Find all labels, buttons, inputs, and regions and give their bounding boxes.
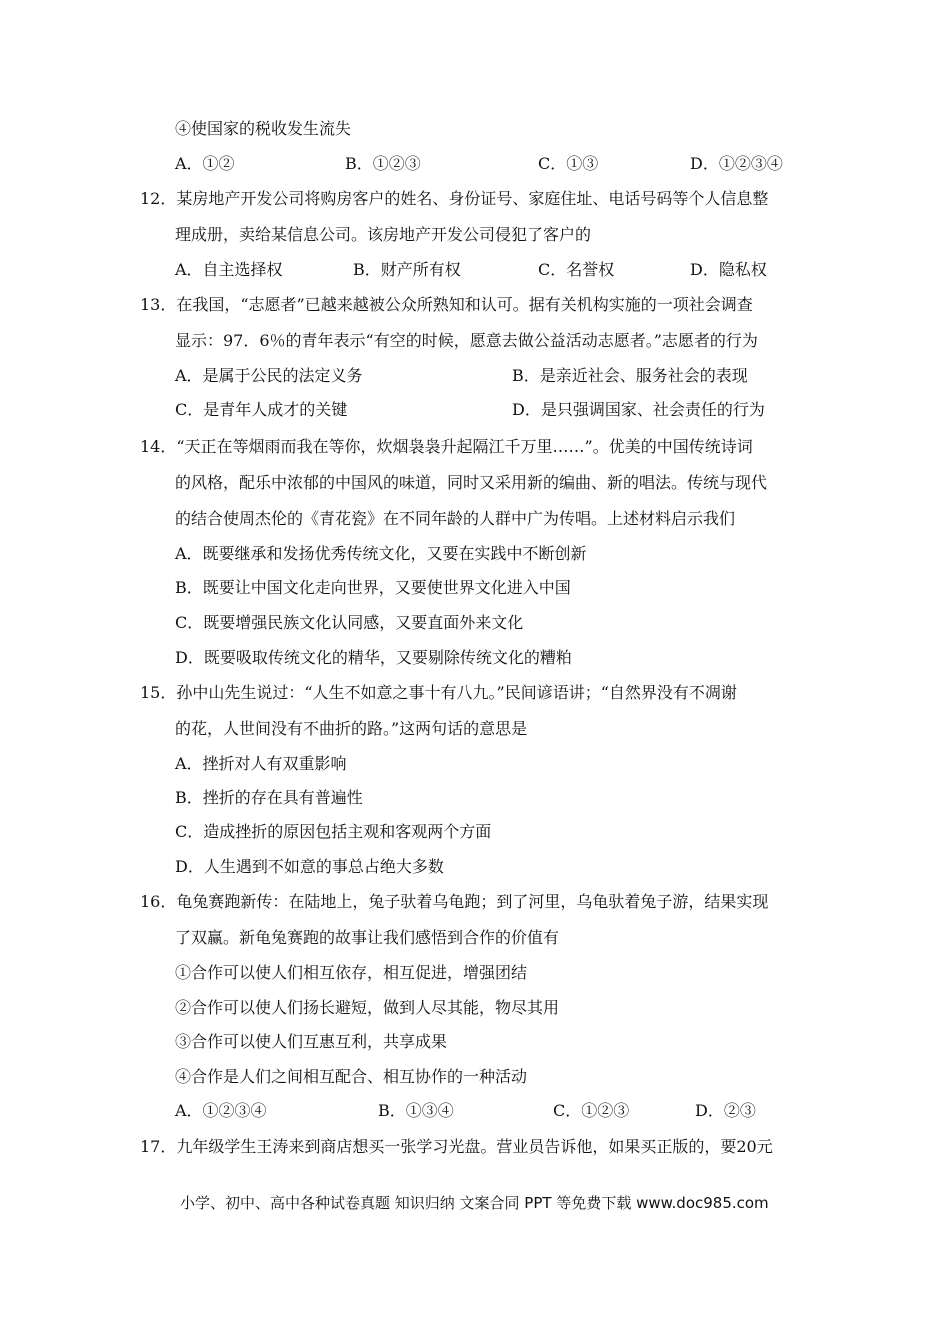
q16-item-2: ②合作可以使人们扬长避短，做到人尽其能，物尽其用 [175, 998, 560, 1017]
q11-option-b: B．①②③ [345, 154, 421, 173]
page-footer: 小学、初中、高中各种试卷真题 知识归纳 文案合同 PPT 等免费下载 www.doc985.com [180, 1194, 769, 1212]
q16-stem-line-1: 16．龟兔赛跑新传：在陆地上，兔子驮着乌龟跑；到了河里，乌龟驮着兔子游，结果实现 [140, 892, 769, 911]
q13-option-d: D．是只强调国家、社会责任的行为 [512, 400, 765, 419]
q11-option-d: D．①②③④ [690, 154, 783, 173]
q15-stem-line-2: 的花，人世间没有不曲折的路。”这两句话的意思是 [175, 719, 528, 738]
q13-option-a: A．是属于公民的法定义务 [175, 366, 363, 385]
q14-option-a: A．既要继承和发扬优秀传统文化，又要在实践中不断创新 [175, 544, 587, 563]
q11-item-4: ④使国家的税收发生流失 [175, 119, 352, 138]
q16-stem-line-2: 了双赢。新龟兔赛跑的故事让我们感悟到合作的价值有 [175, 928, 560, 947]
q17-stem-line-1: 17．九年级学生王涛来到商店想买一张学习光盘。营业员告诉他，如果买正版的，要20元 [140, 1137, 773, 1156]
q16-item-4: ④合作是人们之间相互配合、相互协作的一种活动 [175, 1067, 528, 1086]
q11-option-c: C．①③ [538, 154, 599, 173]
q13-option-c: C．是青年人成才的关键 [175, 400, 348, 419]
q14-stem-line-1: 14．“天正在等烟雨而我在等你，炊烟袅袅升起隔江千万里……”。优美的中国传统诗词 [140, 437, 753, 456]
q16-option-d: D．②③ [695, 1101, 756, 1120]
q16-option-b: B．①③④ [378, 1101, 454, 1120]
q16-option-c: C．①②③ [553, 1101, 630, 1120]
q14-option-b: B．既要让中国文化走向世界，又要使世界文化进入中国 [175, 578, 571, 597]
q15-option-c: C．造成挫折的原因包括主观和客观两个方面 [175, 822, 492, 841]
q12-stem-line-2: 理成册，卖给某信息公司。该房地产开发公司侵犯了客户的 [175, 225, 592, 244]
q15-option-d: D．人生遇到不如意的事总占绝大多数 [175, 857, 444, 876]
q11-option-a: A．①② [175, 154, 235, 173]
q14-option-d: D．既要吸取传统文化的精华，又要剔除传统文化的糟粕 [175, 648, 572, 667]
q15-option-a: A．挫折对人有双重影响 [175, 754, 347, 773]
q12-option-c: C．名誉权 [538, 260, 615, 279]
q13-option-b: B．是亲近社会、服务社会的表现 [512, 366, 748, 385]
q14-stem-line-2: 的风格，配乐中浓郁的中国风的味道，同时又采用新的编曲、新的唱法。传统与现代 [175, 473, 768, 492]
q14-option-c: C．既要增强民族文化认同感，又要直面外来文化 [175, 613, 524, 632]
q15-stem-line-1: 15．孙中山先生说过：“人生不如意之事十有八九。”民间谚语讲；“自然界没有不凋谢 [140, 683, 737, 702]
q12-option-a: A．自主选择权 [175, 260, 283, 279]
q15-option-b: B．挫折的存在具有普遍性 [175, 788, 363, 807]
q12-stem-line-1: 12．某房地产开发公司将购房客户的姓名、身份证号、家庭住址、电话号码等个人信息整 [140, 189, 769, 208]
q12-option-d: D．隐私权 [690, 260, 767, 279]
q13-stem-line-2: 显示：97．6％的青年表示“有空的时候，愿意去做公益活动志愿者。”志愿者的行为 [175, 331, 758, 350]
q12-option-b: B．财产所有权 [353, 260, 461, 279]
q14-stem-line-3: 的结合使周杰伦的《青花瓷》在不同年龄的人群中广为传唱。上述材料启示我们 [175, 509, 736, 528]
q16-item-1: ①合作可以使人们相互依存，相互促进，增强团结 [175, 963, 528, 982]
q13-stem-line-1: 13．在我国，“志愿者”已越来越被公众所熟知和认可。据有关机构实施的一项社会调查 [140, 295, 753, 314]
q16-option-a: A．①②③④ [175, 1101, 267, 1120]
q16-item-3: ③合作可以使人们互惠互利，共享成果 [175, 1032, 448, 1051]
